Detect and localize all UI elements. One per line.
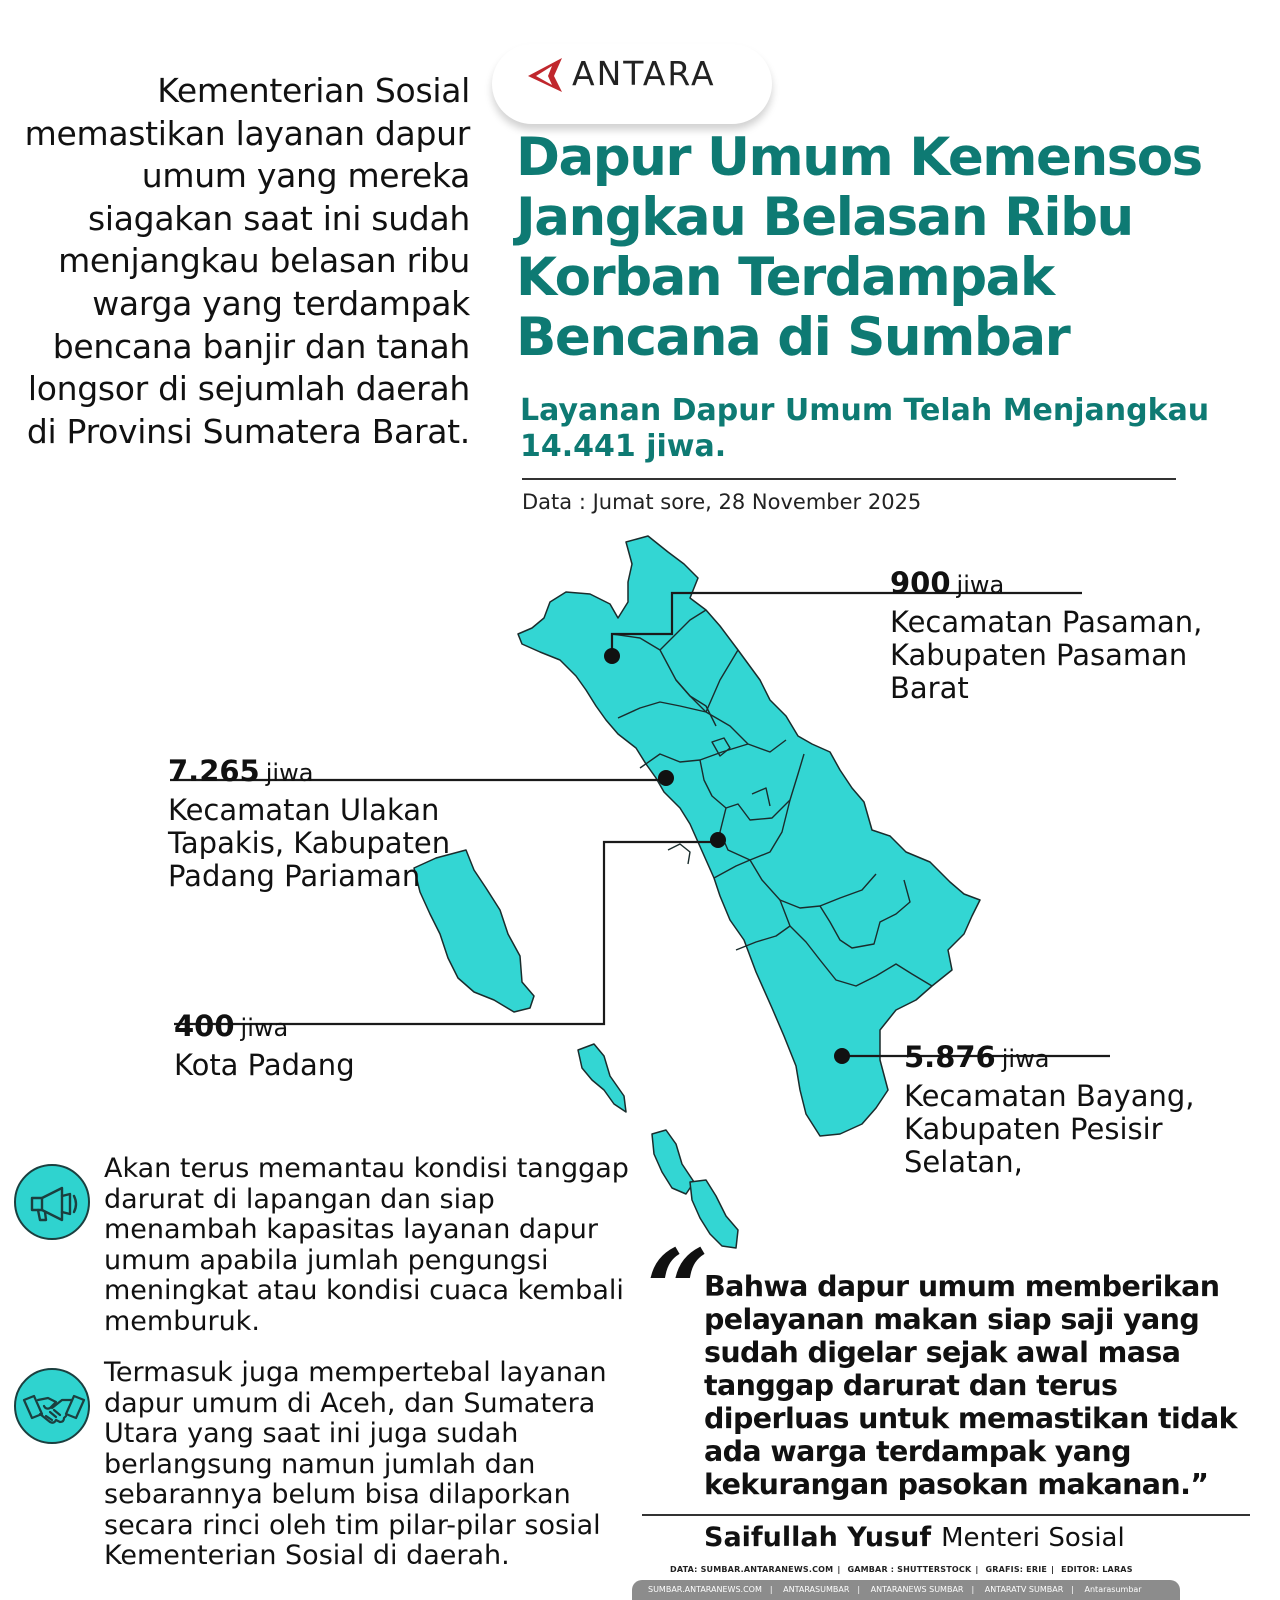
callout-number: 7.265 xyxy=(168,754,260,788)
marker-ulakan xyxy=(658,770,674,786)
callout-number: 400 xyxy=(174,1009,235,1043)
megaphone-icon xyxy=(14,1164,90,1240)
callout-ulakan xyxy=(168,754,488,893)
marker-padang xyxy=(710,832,726,848)
credit-data: DATA: SUMBAR.ANTARANEWS.COM xyxy=(670,1565,834,1574)
credit-image: GAMBAR : SHUTTERSTOCK xyxy=(847,1565,972,1574)
callout-unit: jiwa xyxy=(956,571,1005,599)
date-note: Data : Jumat sore, 28 November 2025 xyxy=(522,490,922,514)
credit-graphics: GRAFIS: ERIE xyxy=(985,1565,1048,1574)
antara-logo-icon xyxy=(522,52,568,98)
marker-bayang xyxy=(834,1048,850,1064)
social-link[interactable]: Antarasumbar xyxy=(1084,1585,1142,1594)
social-link[interactable]: SUMBAR.ANTARANEWS.COM xyxy=(648,1585,762,1594)
credit-editor: EDITOR: LARAS xyxy=(1061,1565,1133,1574)
map-pagai-utara-island xyxy=(652,1130,694,1194)
info-text: Akan terus memantau kondisi tanggap darurat di lapangan dan siap menambah kapasitas layanan dapur umum apabila jumlah pengungsi meningkat atau kondisi cuaca kembali memburuk. xyxy=(104,1153,629,1337)
info-text: Termasuk juga mempertebal layanan dapur umum di Aceh, dan Sumatera Utara yang saat ini juga sudah berlangsung namun jumlah dan sebarannya belum bisa dilaporkan secara rinci oleh tim pilar-pilar sosial Kementerian Sosial di daerah. xyxy=(104,1357,607,1571)
intro-paragraph: Kementerian Sosial memastikan layanan dapur umum yang mereka siagakan saat ini sudah menjangkau belasan ribu warga yang terdampak bencana banjir dan tanah longsor di sejumlah daerah di Provinsi Sumatera Barat. xyxy=(24,71,470,451)
social-link[interactable]: ANTARATV SUMBAR xyxy=(984,1585,1064,1594)
callout-unit: jiwa xyxy=(240,1014,289,1042)
logo-text: ANTARA xyxy=(572,54,716,93)
subheadline: Layanan Dapur Umum Telah Menjangkau 14.441 jiwa. xyxy=(520,393,1210,464)
quote-author-name: Saifullah Yusuf xyxy=(704,1522,932,1553)
handshake-icon xyxy=(14,1368,90,1444)
marker-pasaman xyxy=(604,648,620,664)
callout-place: Kecamatan Ulakan Tapakis, Kabupaten Padang Pariaman xyxy=(168,793,451,893)
divider xyxy=(642,1514,1250,1516)
quote-attribution xyxy=(704,1522,1125,1553)
callout-place: Kota Padang xyxy=(174,1048,355,1082)
callout-pasaman xyxy=(890,566,1230,705)
social-link[interactable]: ANTARASUMBAR xyxy=(783,1585,850,1594)
callout-padang xyxy=(174,1009,514,1082)
headline: Dapur Umum Kemensos Jangkau Belasan Ribu Korban Terdampak Bencana di Sumbar xyxy=(516,127,1202,368)
quote-text: Bahwa dapur umum memberikan pelayanan makan siap saji yang sudah digelar sejak awal masa tanggap darurat dan terus diperluas untuk memastikan tidak ada warga terdampak yang kekurangan pasokan makanan.” xyxy=(704,1270,1237,1501)
credits-line: DATA: SUMBAR.ANTARANEWS.COM | GAMBAR : SHUTTERSTOCK | GRAFIS: ERIE | EDITOR: LARAS xyxy=(670,1565,1133,1574)
map-sipora-island xyxy=(578,1044,626,1112)
info-item-expansion xyxy=(12,1358,632,1578)
social-bar: SUMBAR.ANTARANEWS.COM | ANTARASUMBAR | ANTARANEWS SUMBAR | ANTARATV SUMBAR | Antarasumbar xyxy=(632,1580,1180,1600)
callout-place: Kecamatan Bayang, Kabupaten Pesisir Selatan, xyxy=(904,1079,1195,1179)
callout-bayang xyxy=(904,1040,1224,1179)
social-link[interactable]: ANTARANEWS SUMBAR xyxy=(870,1585,964,1594)
callout-place: Kecamatan Pasaman, Kabupaten Pasaman Barat xyxy=(890,605,1203,705)
quote-author-role: Menteri Sosial xyxy=(941,1523,1125,1553)
callout-unit: jiwa xyxy=(1001,1045,1050,1073)
callout-number: 900 xyxy=(890,566,951,600)
info-item-monitoring xyxy=(12,1153,632,1337)
quote-mark: “ xyxy=(646,1225,702,1354)
divider xyxy=(522,478,1176,480)
callout-unit: jiwa xyxy=(265,759,314,787)
callout-number: 5.876 xyxy=(904,1040,996,1074)
